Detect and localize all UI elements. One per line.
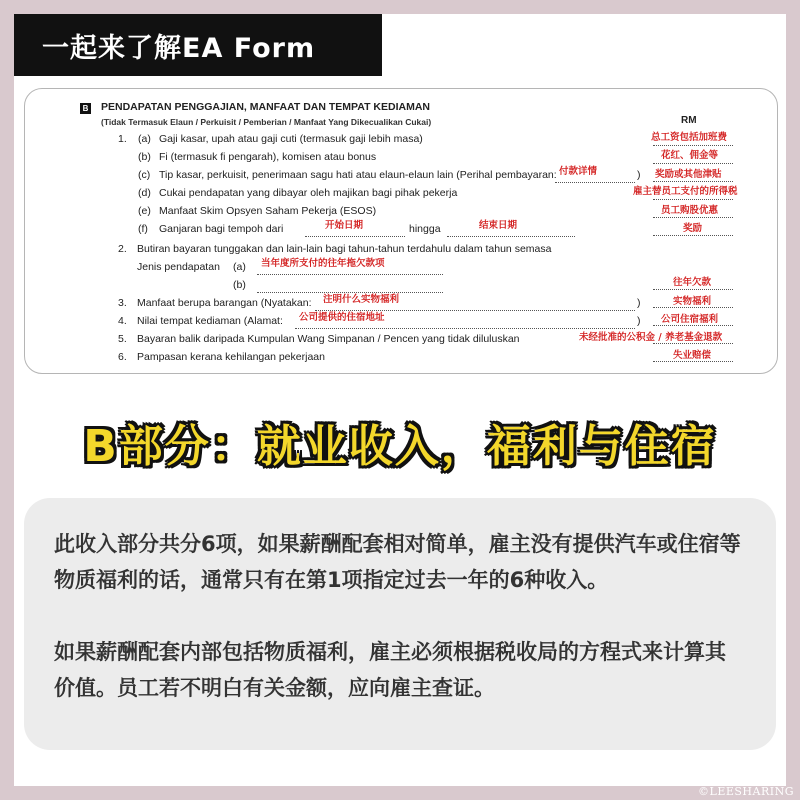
form-row-1d — [25, 187, 777, 203]
annotation-compensation: 失业赔偿 — [673, 350, 712, 361]
row-text: Cukai pendapatan yang dibayar oleh majikan bagi pihak pekerja — [159, 187, 458, 199]
annotation-fund-refund: 未经批准的公积金 / 养老基金退款 — [579, 332, 723, 343]
annotation-benefit-desc: 注明什么实物福利 — [323, 294, 400, 305]
row-text: Ganjaran bagi tempoh dari — [159, 223, 284, 235]
annotation-start-date: 开始日期 — [325, 220, 364, 231]
section-letter: B — [80, 103, 91, 114]
row-letter: (b) — [233, 279, 246, 291]
content-card — [14, 14, 786, 786]
form-row-1f — [25, 220, 777, 239]
annotation-commission: 花红、佣金等 — [661, 150, 719, 161]
row-text: Butiran bayaran tunggakan dan lain-lain bagi tahun-tahun terdahulu dalam tahun semasa — [137, 243, 552, 255]
row-subtext: Jenis pendapatan — [137, 261, 220, 273]
annotation-gross-salary: 总工资包括加班费 — [651, 132, 728, 143]
annotation-bonus: 奖励 — [683, 223, 703, 234]
form-section-subheading: (Tidak Termasuk Elaun / Perkuisit / Pemberian / Manfaat Yang Dikecualikan Cukai) — [101, 117, 432, 127]
row-letter: (b) — [138, 151, 151, 163]
row-number: 2. — [118, 243, 127, 255]
form-row-1b — [25, 151, 777, 167]
form-row-1e — [25, 205, 777, 221]
annotation-payment-details: 付款详情 — [559, 166, 598, 177]
row-letter: (a) — [138, 133, 151, 145]
annotation-tax-paid: 雇主替员工支付的所得税 — [633, 186, 738, 197]
form-row-2b — [25, 279, 777, 295]
row-letter: (c) — [138, 169, 151, 181]
annotation-arrears: 往年欠款 — [673, 277, 712, 288]
form-row-5 — [25, 333, 777, 349]
row-close-paren: ) — [637, 315, 641, 327]
page-title: 一起来了解EA Form — [14, 14, 382, 76]
annotation-end-date: 结束日期 — [479, 220, 518, 231]
row-number: 3. — [118, 297, 127, 309]
ea-form-excerpt — [24, 88, 778, 374]
currency-label: RM — [681, 115, 697, 126]
annotation-allowance: 奖励或其他津贴 — [655, 169, 722, 180]
address-line — [295, 328, 635, 329]
row-number: 1. — [118, 133, 127, 145]
watermark: ©LEESHARING — [698, 785, 794, 798]
row-number: 6. — [118, 351, 127, 363]
info-paragraph-2: 如果薪酬配套内部包括物质福利，雇主必须根据税收局的方程式来计算其价值。员工若不明白有关金额，应向雇主查证。 — [54, 640, 726, 700]
annotation-benefit: 实物福利 — [673, 296, 712, 307]
form-row-2a — [25, 258, 777, 277]
row-letter: (a) — [233, 261, 246, 273]
hingga-label: hingga — [409, 223, 441, 235]
form-row-3 — [25, 294, 777, 313]
annotation-esos: 员工购股优惠 — [661, 205, 719, 216]
section-heading: B部分：就业收入，福利与住宿 — [83, 421, 717, 472]
end-date-line — [447, 236, 575, 237]
row-text: Pampasan kerana kehilangan pekerjaan — [137, 351, 325, 363]
info-box — [24, 498, 776, 750]
form-row-2 — [25, 243, 777, 259]
row-letter: (f) — [138, 223, 148, 235]
row-text: Bayaran balik daripada Kumpulan Wang Simpanan / Pencen yang tidak diluluskan — [137, 333, 520, 345]
income-type-line-a — [257, 274, 443, 275]
form-section-heading: PENDAPATAN PENGGAJIAN, MANFAAT DAN TEMPAT KEDIAMAN — [101, 101, 430, 113]
payment-details-line — [555, 182, 635, 183]
annotation-arrears-desc: 当年度所支付的往年拖欠款项 — [261, 258, 385, 269]
start-date-line — [305, 236, 405, 237]
row-text: Gaji kasar, upah atau gaji cuti (termasuk gaji lebih masa) — [159, 133, 423, 145]
row-text: Manfaat berupa barangan (Nyatakan: — [137, 297, 312, 309]
row-number: 4. — [118, 315, 127, 327]
row-letter: (e) — [138, 205, 151, 217]
form-row-4 — [25, 312, 777, 331]
info-paragraph-1: 此收入部分共分6项，如果薪酬配套相对简单，雇主没有提供汽车或住宿等物质福利的话，通常只有在第1项指定过去一年的6种收入。 — [54, 532, 741, 592]
row-text: Manfaat Skim Opsyen Saham Pekerja (ESOS) — [159, 205, 377, 217]
form-row-1a — [25, 133, 777, 149]
row-letter: (d) — [138, 187, 151, 199]
row-close-paren: ) — [637, 169, 641, 181]
row-text: Fi (termasuk fi pengarah), komisen atau bonus — [159, 151, 377, 163]
row-text: Tip kasar, perkuisit, penerimaan sagu hati atau elaun-elaun lain (Perihal pembayaran: — [159, 169, 557, 181]
row-text: Nilai tempat kediaman (Alamat: — [137, 315, 283, 327]
form-row-6 — [25, 351, 777, 367]
annotation-accommodation: 公司住宿福利 — [661, 314, 719, 325]
annotation-address-desc: 公司提供的住宿地址 — [299, 312, 385, 323]
form-row-1c — [25, 166, 777, 185]
row-number: 5. — [118, 333, 127, 345]
row-close-paren: ) — [637, 297, 641, 309]
